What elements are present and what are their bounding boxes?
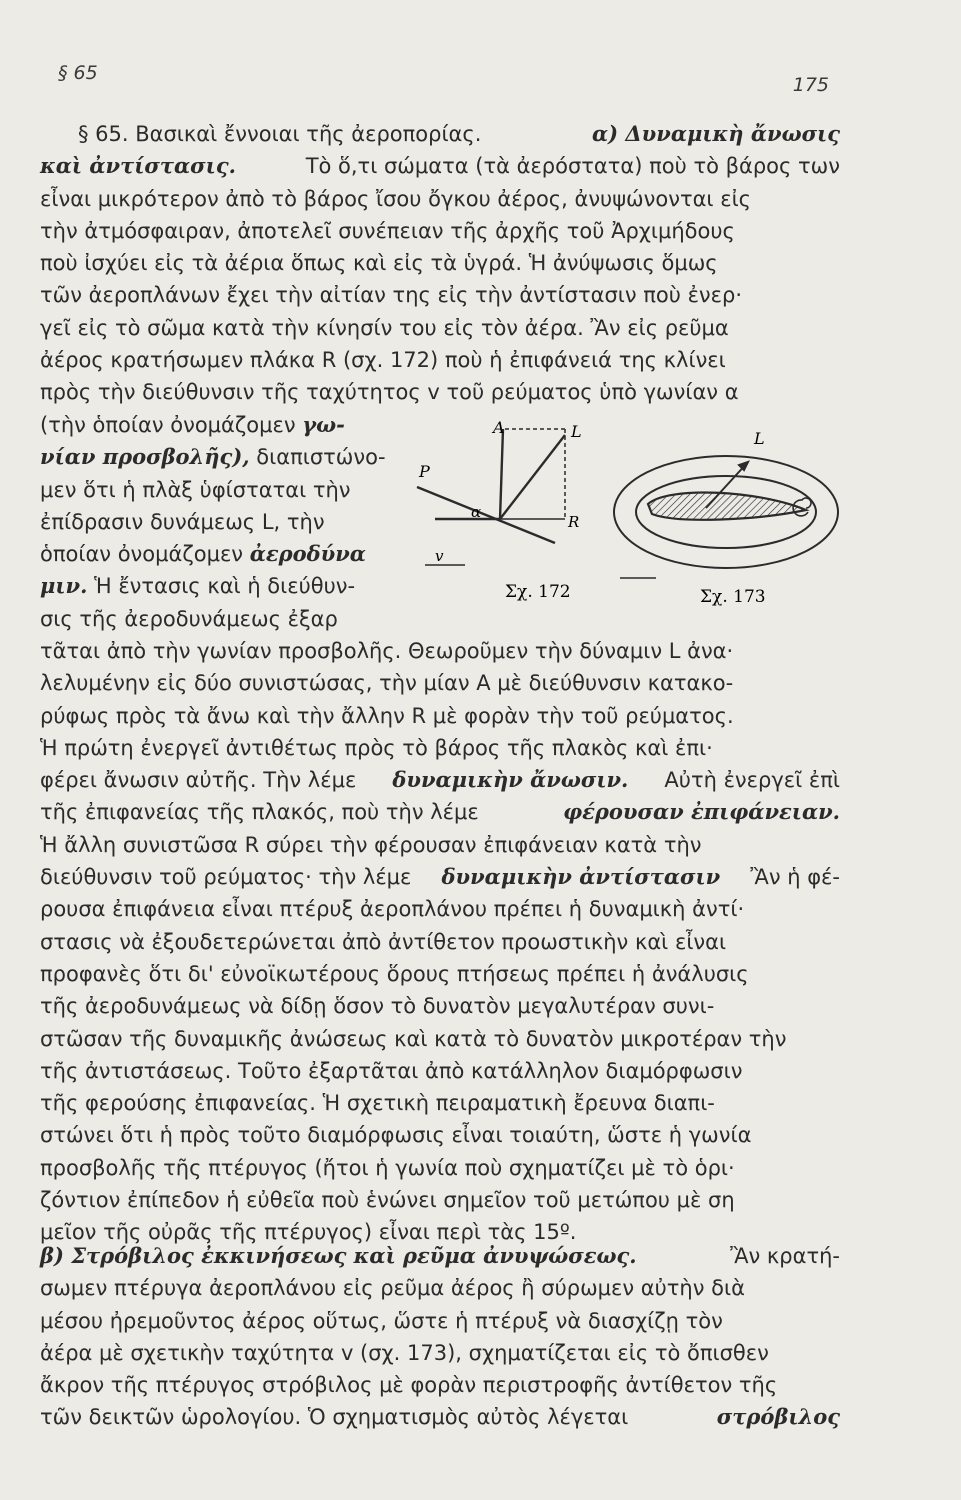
airfoil-shape	[648, 493, 806, 520]
term-dynamic-resistance: δυναμικὴν ἀντίστασιν	[441, 864, 721, 890]
text-line: τὴν ἀτμόσφαιραν, ἀποτελεῖ συνέπειαν τῆς ἀρχῆς τοῦ Ἀρχιμήδους	[40, 218, 735, 243]
text-line: β) Στρόβιλος ἐκκινήσεως καὶ ρεῦμα ἀνυψώσεως. Ἂν κρατή-	[40, 1240, 840, 1272]
paragraph-basic-concepts	[40, 118, 840, 409]
subheading-resistance: καὶ ἀντίστασις.	[40, 153, 236, 179]
paragraph-narrow-column	[40, 409, 400, 635]
text-line: μεῖον τῆς οὐρᾶς τῆς πτέρυγος) εἶναι περὶ τὰς 15º.	[40, 1220, 577, 1245]
text-line: προφανὲς ὅτι δι' εὐνοϊκωτέρους ὅρους πτήσεως πρέπει ἡ ἀνάλυσις	[40, 961, 749, 986]
text-line: ἄκρον τῆς πτέρυγος στρόβιλος μὲ φορὰν περιστροφῆς ἀντίθετον τῆς	[40, 1373, 778, 1398]
text-line: ὁποίαν ὀνομάζομεν ἀεροδύνα	[40, 541, 366, 567]
text-line: μιν. Ἡ ἔντασις καὶ ἡ διεύθυν-	[40, 573, 356, 599]
section-number: § 65	[58, 62, 98, 84]
text-line: τῶν ἀεροπλάνων ἔχει τὴν αἰτίαν της εἰς τὴν ἀντίστασιν ποὺ ἐνερ·	[40, 283, 743, 308]
paragraph-basic-concepts-cont	[40, 635, 840, 1249]
text-line: τῆς ἐπιφανείας τῆς πλακός, ποὺ τὴν λέμε φέρουσαν ἐπιφάνειαν.	[40, 796, 840, 828]
label-alpha: α	[471, 503, 482, 521]
plate-line	[417, 487, 555, 543]
text-line: Ἡ πρώτη ἐνεργεῖ ἀντιθέτως πρὸς τὸ βάρος τῆς πλακὸς καὶ ἐπι·	[40, 735, 713, 760]
text-line	[40, 118, 840, 150]
text-line: τῆς ἀεροδυνάμεως νὰ δίδῃ ὅσον τὸ δυνατὸν μεγαλυτέραν συνι-	[40, 994, 715, 1019]
text-line: στώνει ὅτι ἡ πρὸς τοῦτο διαμόρφωσις εἶναι τοιαύτη, ὥστε ἡ γωνία	[40, 1123, 752, 1148]
lift-vector-a	[500, 429, 503, 519]
text-line: τῶν δεικτῶν ὡρολογίου. Ὁ σχηματισμὸς αὐτὸς λέγεται στρόβιλος	[40, 1401, 840, 1433]
paragraph-vortex	[40, 1240, 840, 1434]
text-line: γεῖ εἰς τὸ σῶμα κατὰ τὴν κίνησίν του εἰς τὸν ἀέρα. Ἂν εἰς ρεῦμα	[40, 315, 729, 340]
term-angle-of-attack: νίαν προσβολῆς),	[40, 444, 250, 470]
text-line: σωμεν πτέρυγα ἀεροπλάνου εἰς ρεῦμα ἀέρος ἢ σύρωμεν αὐτὴν διὰ	[40, 1276, 745, 1301]
text-line: προσβολῆς τῆς πτέρυγος (ἤτοι ἡ γωνία ποὺ σχηματίζει μὲ τὸ ὁρι·	[40, 1155, 735, 1180]
figure-caption: Σχ. 173	[700, 587, 766, 607]
text-line: στῶσαν τῆς δυναμικῆς ἀνώσεως καὶ κατὰ τὸ δυνατὸν μικροτέραν τὴν	[40, 1026, 787, 1051]
label-l: L	[754, 429, 765, 448]
subheading-dynamic-lift: α) Δυναμικὴ ἄνωσις	[591, 121, 840, 146]
figure-caption: Σχ. 172	[505, 582, 571, 602]
label-r: R	[568, 513, 580, 531]
term-vortex: στρόβιλος	[716, 1404, 840, 1430]
figure-173	[608, 420, 848, 620]
term-dynamic-lift: δυναμικὴν ἄνωσιν.	[392, 767, 629, 793]
text-line: ρουσα ἐπιφάνεια εἶναι πτέρυξ ἀεροπλάνου πρέπει ἡ δυναμικὴ ἀντί·	[40, 897, 745, 922]
text-line: στασις νὰ ἐξουδετερώνεται ἀπὸ ἀντίθετον προωστικὴν καὶ εἶναι	[40, 929, 727, 954]
label-a: A	[493, 418, 505, 437]
text-line: Ἡ ἄλλη συνιστῶσα R σύρει τὴν φέρουσαν ἐπιφάνειαν κατὰ τὴν	[40, 832, 702, 857]
term-aerodynamic-force: ἀεροδύνα	[249, 541, 366, 567]
label-v: v	[435, 547, 444, 565]
text-line: νίαν προσβολῆς), διαπιστώνο-	[40, 444, 386, 470]
lift-arrowhead	[739, 462, 748, 470]
term-bearing-surface: φέρουσαν ἐπιφάνειαν.	[563, 799, 840, 825]
text-line: ρύφως πρὸς τὰ ἄνω καὶ τὴν ἄλλην R μὲ φορὰν τὴν τοῦ ρεύματος.	[40, 703, 734, 728]
page-number: 175	[792, 74, 829, 96]
text-line: μεν ὅτι ἡ πλὰξ ὑφίσταται τὴν	[40, 477, 351, 502]
text-line: ἀέρα μὲ σχετικὴν ταχύτητα v (σχ. 173), σχηματίζεται εἰς τὸ ὄπισθεν	[40, 1340, 769, 1365]
text-line: σις τῆς ἀεροδυνάμεως ἐξαρ	[40, 606, 338, 631]
text-line: διεύθυνσιν τοῦ ρεύματος· τὴν λέμε δυναμικὴν ἀντίστασιν Ἂν ἡ φέ-	[40, 861, 840, 893]
force-vector-l	[500, 435, 565, 519]
text-line: καὶ ἀντίστασις. Τὸ ὅ,τι σώματα (τὰ ἀερόστατα) ποὺ τὸ βάρος των	[40, 150, 840, 182]
text-line: (τὴν ὁποίαν ὀνομάζομεν γω-	[40, 412, 345, 437]
text-line: εἶναι μικρότερον ἀπὸ τὸ βάρος ἴσου ὄγκου ἀέρος, ἀνυψώνονται εἰς	[40, 186, 751, 211]
text-line: τῆς φερούσης ἐπιφανείας. Ἡ σχετικὴ πειραματικὴ ἔρευνα διαπι-	[40, 1091, 715, 1116]
text-line: τᾶται ἀπὸ τὴν γωνίαν προσβολῆς. Θεωροῦμεν τὴν δύναμιν L ἀνα·	[40, 639, 734, 663]
text-line: ἀέρος κρατήσωμεν πλάκα R (σχ. 172) ποὺ ἡ ἐπιφάνειά της κλίνει	[40, 348, 726, 373]
text-line: φέρει ἄνωσιν αὐτῆς. Τὴν λέμε δυναμικὴν ἄνωσιν. Αὐτὴ ἐνεργεῖ ἐπὶ	[40, 764, 840, 796]
text-line: πρὸς τὴν διεύθυνσιν τῆς ταχύτητος v τοῦ ρεύματος ὑπὸ γωνίαν α	[40, 380, 739, 405]
figure-172	[405, 415, 595, 615]
text-line: μέσου ἠρεμοῦντος ἀέρος οὕτως, ὥστε ἡ πτέρυξ νὰ διασχίζῃ τὸν	[40, 1308, 723, 1333]
label-p: P	[419, 462, 430, 481]
text-line: ἐπίδρασιν δυνάμεως L, τὴν	[40, 509, 325, 534]
section-heading: § 65. Βασικαὶ ἔννοιαι τῆς ἀεροπορίας.	[78, 122, 482, 146]
label-l: L	[571, 422, 582, 441]
text-line: ζόντιον ἐπίπεδον ἡ εὐθεῖα ποὺ ἑνώνει σημεῖον τοῦ μετώπου μὲ ση	[40, 1188, 735, 1213]
text-line: τῆς ἀντιστάσεως. Τοῦτο ἐξαρτᾶται ἀπὸ κατάλληλον διαμόρφωσιν	[40, 1058, 743, 1083]
text-line: ποὺ ἰσχύει εἰς τὰ ἀέρια ὅπως καὶ εἰς τὰ ὑγρά. Ἡ ἀνύψωσις ὅμως	[40, 251, 718, 276]
subheading-vortex: β) Στρόβιλος ἐκκινήσεως καὶ ρεῦμα ἀνυψώσεως.	[40, 1243, 637, 1268]
text-line: λελυμένην εἰς δύο συνιστώσας, τὴν μίαν A μὲ διεύθυνσιν κατακο-	[40, 671, 734, 696]
